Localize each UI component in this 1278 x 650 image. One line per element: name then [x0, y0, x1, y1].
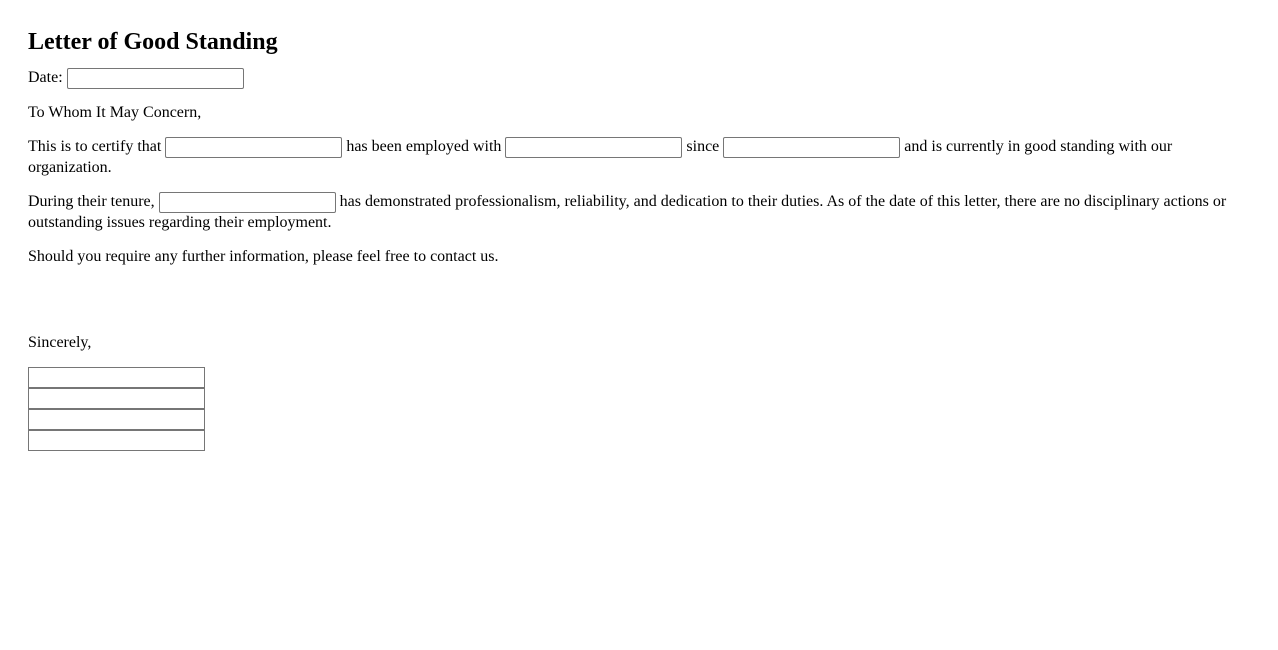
signature-block [28, 367, 205, 451]
start-date-input[interactable] [723, 137, 900, 158]
tenure-text-2: has demonstrated professionalism, reliability, and dedication to their duties. As of the date of this letter, there are no disciplinary actions or outstanding issues regarding their employment. [28, 193, 1227, 231]
contact-paragraph: Should you require any further information, please feel free to contact us. [28, 248, 499, 265]
certify-paragraph [28, 137, 1250, 178]
signature-title-input[interactable] [28, 388, 205, 409]
certify-text-1: This is to certify that [28, 138, 162, 156]
salutation: To Whom It May Concern, [28, 104, 202, 121]
signature-contact-input[interactable] [28, 430, 205, 451]
certify-text-4: and is currently in good standing with our organization. [28, 138, 1173, 176]
date-input[interactable] [67, 68, 244, 89]
certify-text-3: since [686, 138, 720, 156]
signature-organization-input[interactable] [28, 409, 205, 430]
employee-name-input[interactable] [165, 137, 342, 158]
certify-text-2: has been employed with [346, 138, 502, 156]
date-line [28, 68, 1250, 89]
spacer [28, 281, 1250, 333]
tenure-text-1: During their tenure, [28, 193, 155, 211]
date-label: Date: [28, 69, 63, 87]
signature-name-input[interactable] [28, 367, 205, 388]
closing: Sincerely, [28, 334, 92, 351]
page-title: Letter of Good Standing [28, 29, 278, 55]
tenure-paragraph [28, 192, 1250, 233]
organization-input[interactable] [505, 137, 682, 158]
tenure-employee-name-input[interactable] [159, 192, 336, 213]
